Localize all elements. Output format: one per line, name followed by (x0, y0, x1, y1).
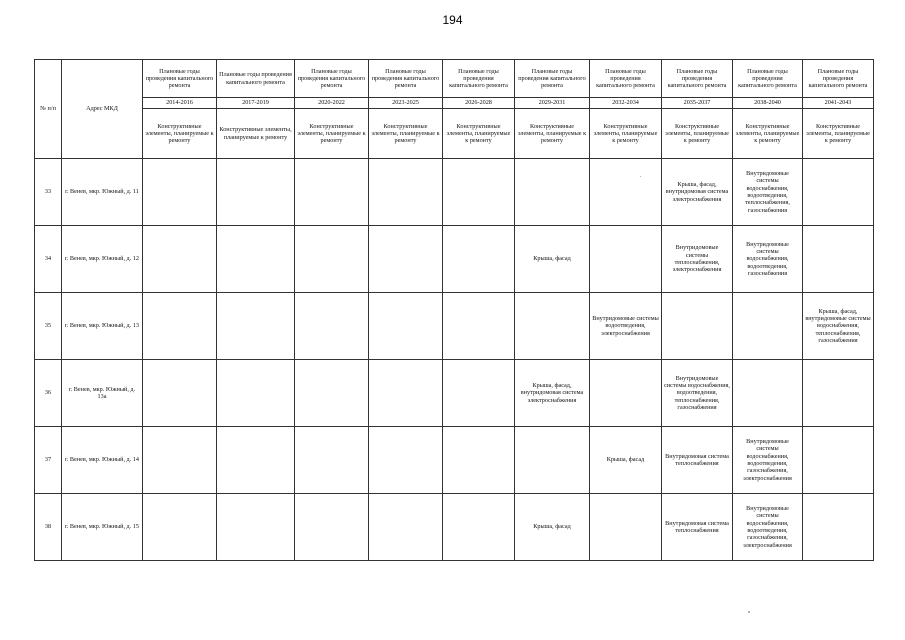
repair-elements-cell (217, 226, 295, 293)
repair-elements-cell (295, 159, 369, 226)
repair-elements-cell (217, 427, 295, 494)
table-row (35, 226, 874, 293)
repair-elements-cell (443, 159, 515, 226)
header-period-elements: Конструктивные элементы, планируемые к ремонту (515, 109, 590, 159)
row-number: 35 (35, 293, 62, 360)
table-row (35, 494, 874, 561)
header-period-elements: Конструктивные элементы, планируемые к ремонту (295, 109, 369, 159)
repair-elements-cell (369, 427, 443, 494)
repair-elements-cell: Внутридомовые системы водоотведения, электроснабжения (590, 293, 662, 360)
row-address: г. Венев, мкр. Южный, д. 13 (62, 293, 143, 360)
repair-elements-cell (217, 293, 295, 360)
repair-elements-cell (803, 360, 874, 427)
header-period-title: Плановые годы проведения капитального ремонта (295, 60, 369, 98)
repair-elements-cell (295, 293, 369, 360)
capital-repair-table (34, 59, 874, 561)
table-row (35, 159, 874, 226)
repair-elements-cell (295, 427, 369, 494)
repair-elements-cell (590, 494, 662, 561)
repair-elements-cell (143, 159, 217, 226)
header-period-title: Плановые годы проведения капитального ремонта (369, 60, 443, 98)
header-period-years: 2029-2031 (515, 98, 590, 109)
header-period-years: 2014-2016 (143, 98, 217, 109)
repair-elements-cell (143, 427, 217, 494)
row-number: 38 (35, 494, 62, 561)
header-period-elements: Конструктивные элементы, планируемые к ремонту (369, 109, 443, 159)
header-period-years: 2017-2019 (217, 98, 295, 109)
repair-elements-cell (369, 494, 443, 561)
repair-elements-cell (443, 494, 515, 561)
repair-elements-cell (443, 293, 515, 360)
repair-elements-cell (733, 293, 803, 360)
repair-elements-cell (590, 360, 662, 427)
header-period-title: Плановые годы проведения капитального ремонта (217, 60, 295, 98)
repair-elements-cell (217, 494, 295, 561)
repair-elements-cell (143, 226, 217, 293)
repair-elements-cell: Внутридомовые системы теплоснабжения, электроснабжения (662, 226, 733, 293)
header-period-years: 2026-2028 (443, 98, 515, 109)
repair-elements-cell (443, 226, 515, 293)
repair-elements-cell (662, 293, 733, 360)
row-address: г. Венев, мкр. Южный, д. 11 (62, 159, 143, 226)
header-period-title: Плановые годы проведения капитального ремонта (443, 60, 515, 98)
row-number: 37 (35, 427, 62, 494)
header-period-elements: Конструктивные элементы, планируемые к ремонту (803, 109, 874, 159)
repair-elements-cell (803, 159, 874, 226)
repair-elements-cell (143, 494, 217, 561)
header-address: Адрес МКД (62, 60, 143, 159)
repair-elements-cell (590, 226, 662, 293)
row-address: г. Венев, мкр. Южный, д. 15 (62, 494, 143, 561)
repair-elements-cell: Крыша, фасад, внутридомовая система электроснабжения (515, 360, 590, 427)
repair-elements-cell (733, 360, 803, 427)
row-address: г. Венев, мкр. Южный, д. 12 (62, 226, 143, 293)
header-period-years: 2035-2037 (662, 98, 733, 109)
header-period-title: Плановые годы проведения капитального ремонта (662, 60, 733, 98)
repair-elements-cell: Внутридомовые системы водоснабжения, водоотведения, теплоснабжения, газоснабжения (662, 360, 733, 427)
repair-elements-cell (295, 360, 369, 427)
header-period-title: Плановые годы проведения капитального ремонта (590, 60, 662, 98)
header-period-elements: Конструктивные элементы, планируемые к ремонту (143, 109, 217, 159)
row-number: 33 (35, 159, 62, 226)
repair-elements-cell (369, 159, 443, 226)
repair-elements-cell: Внутридомовые системы водоснабжения, водоотведения, газоснабжения (733, 226, 803, 293)
header-period-elements: Конструктивные элементы, планируемые к ремонту (217, 109, 295, 159)
header-period-years: 2041-2043 (803, 98, 874, 109)
header-period-elements: Конструктивные элементы, планируемые к ремонту (590, 109, 662, 159)
table-row (35, 427, 874, 494)
repair-elements-cell (803, 494, 874, 561)
repair-elements-cell (443, 427, 515, 494)
header-period-title: Плановые годы проведения капитального ремонта (803, 60, 874, 98)
row-number: 34 (35, 226, 62, 293)
row-address: г. Венев, мкр. Южный, д. 13а (62, 360, 143, 427)
repair-elements-cell (369, 226, 443, 293)
repair-elements-cell: Внутридомовая система теплоснабжения (662, 494, 733, 561)
repair-elements-cell: Крыша, фасад (515, 226, 590, 293)
header-period-years: 2032-2034 (590, 98, 662, 109)
table-row (35, 360, 874, 427)
repair-elements-cell: Внутридомовые системы водоснабжения, водоотведения, газоснабжения, электроснабжения (733, 494, 803, 561)
repair-elements-cell (803, 427, 874, 494)
repair-elements-cell (590, 159, 662, 226)
repair-elements-cell (143, 360, 217, 427)
header-period-elements: Конструктивные элементы, планируемые к ремонту (662, 109, 733, 159)
header-period-title: Плановые годы проведения капитального ремонта (143, 60, 217, 98)
repair-elements-cell: Внутридомовая система теплоснабжения (662, 427, 733, 494)
row-address: г. Венев, мкр. Южный, д. 14 (62, 427, 143, 494)
header-period-elements: Конструктивные элементы, планируемые к ремонту (733, 109, 803, 159)
header-row-elements (35, 109, 874, 159)
repair-elements-cell: Внутридомовые системы водоснабжения, водоотведения, теплоснабжения, газоснабжения (733, 159, 803, 226)
header-number: № п/п (35, 60, 62, 159)
row-number: 36 (35, 360, 62, 427)
header-period-title: Плановые годы проведения капитального ремонта (733, 60, 803, 98)
repair-elements-cell (295, 226, 369, 293)
header-row-years (35, 98, 874, 109)
repair-elements-cell: Крыша, фасад (515, 494, 590, 561)
repair-elements-cell (217, 159, 295, 226)
header-period-title: Плановые годы проведения капитального ремонта (515, 60, 590, 98)
header-period-years: 2023-2025 (369, 98, 443, 109)
header-row-titles (35, 60, 874, 98)
header-period-years: 2020-2022 (295, 98, 369, 109)
repair-elements-cell (369, 360, 443, 427)
repair-elements-cell (295, 494, 369, 561)
repair-elements-cell (515, 427, 590, 494)
header-period-years: 2038-2040 (733, 98, 803, 109)
table-row (35, 293, 874, 360)
repair-elements-cell (515, 159, 590, 226)
repair-elements-cell (217, 360, 295, 427)
repair-elements-cell: Крыша, фасад (590, 427, 662, 494)
repair-elements-cell: Крыша, фасад, внутридомовые системы водоснабжения, теплоснабжения, газоснабжения (803, 293, 874, 360)
repair-elements-cell: Крыша, фасад, внутридомовая система электроснабжения (662, 159, 733, 226)
repair-elements-cell (143, 293, 217, 360)
repair-elements-cell (803, 226, 874, 293)
repair-elements-cell: Внутридомовые системы водоснабжения, водоотведения, газоснабжения, электроснабжения (733, 427, 803, 494)
page-number: 194 (442, 13, 463, 27)
scan-speck (748, 611, 750, 613)
repair-elements-cell (443, 360, 515, 427)
scan-speck (640, 176, 641, 177)
repair-elements-cell (515, 293, 590, 360)
repair-elements-cell (369, 293, 443, 360)
header-period-elements: Конструктивные элементы, планируемые к ремонту (443, 109, 515, 159)
